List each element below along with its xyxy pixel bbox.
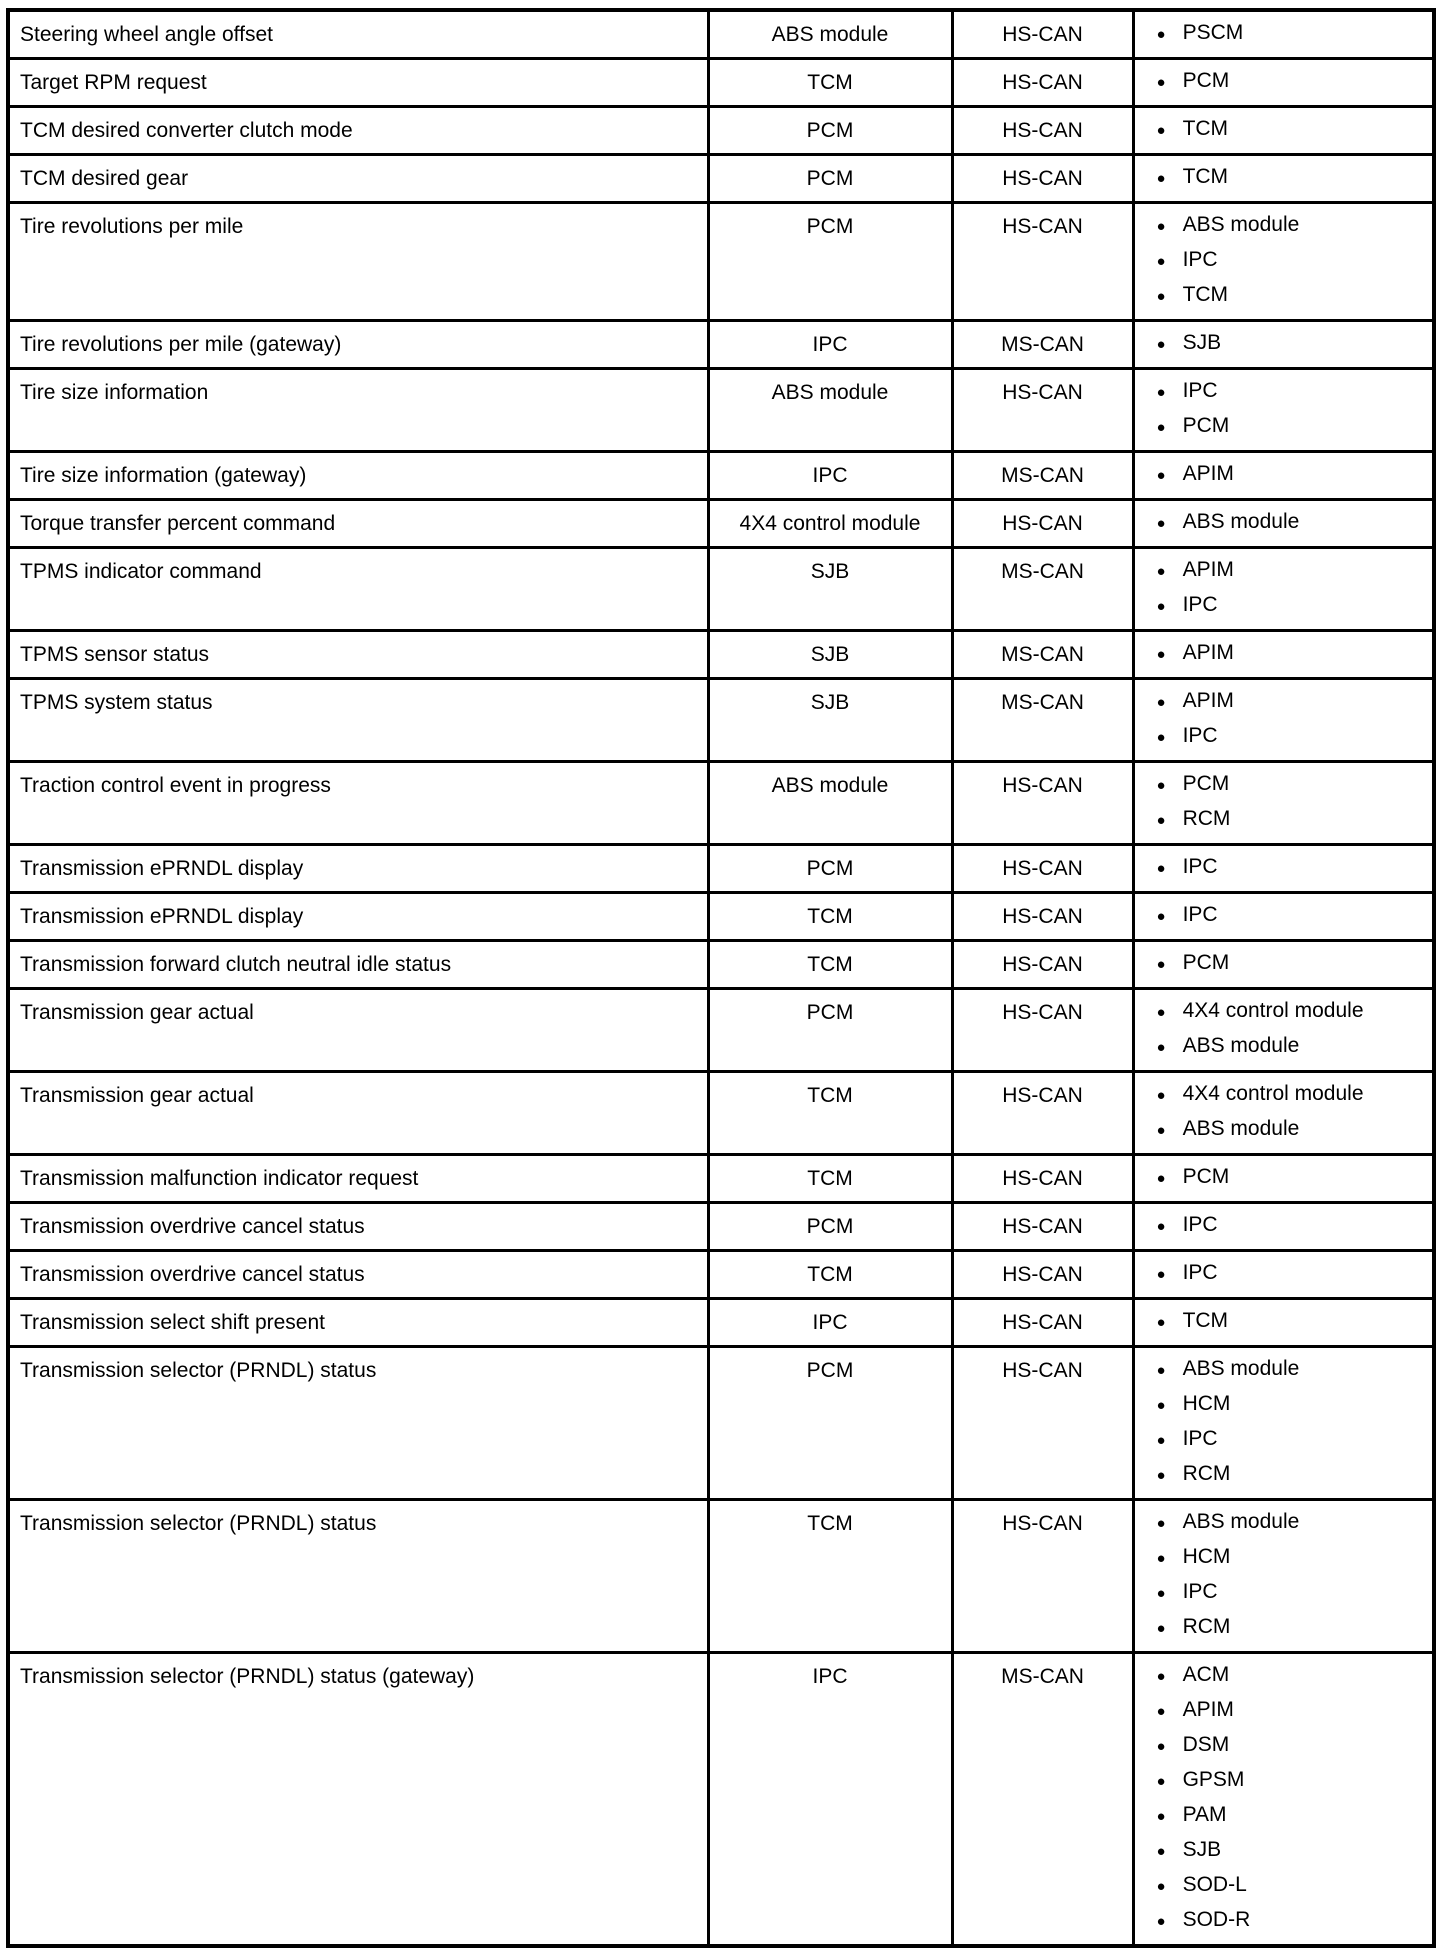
receiver-item [1157,457,1427,492]
bullet-icon: ● [1156,908,1166,925]
table-row [8,941,1434,989]
message-name-cell: Tire revolutions per mile (gateway) [8,321,708,369]
table-row [8,500,1434,548]
bullet-icon: ● [1156,729,1166,746]
message-name-cell: Transmission ePRNDL display [8,893,708,941]
bullet-icon: ● [1156,1738,1166,1755]
receiver-item [1157,1540,1427,1575]
bullet-icon: ● [1156,1087,1166,1104]
message-name-cell: Steering wheel angle offset [8,10,708,59]
receiver-modules-cell [1133,369,1434,452]
bullet-icon: ● [1156,1843,1166,1860]
receiver-item [1157,588,1427,623]
table-row [8,893,1434,941]
message-name-cell: Transmission select shift present [8,1299,708,1347]
network-type-cell: HS-CAN [952,845,1133,893]
receiver-item [1157,1387,1427,1422]
table-row [8,1653,1434,1947]
bullet-icon: ● [1156,467,1166,484]
bullet-icon: ● [1156,1550,1166,1567]
table-row [8,1500,1434,1653]
receiver-item [1157,1903,1427,1938]
network-type-cell: MS-CAN [952,631,1133,679]
receiver-modules-cell [1133,59,1434,107]
receiver-module-label: SOD-R [1182,1908,1251,1931]
sender-module-cell: PCM [708,989,952,1072]
receiver-modules-cell [1133,845,1434,893]
receiver-modules-cell [1133,203,1434,321]
receiver-module-label: 4X4 control module [1182,999,1364,1022]
receiver-item [1157,1457,1427,1492]
receiver-item [1157,1077,1427,1112]
message-name-cell: Transmission malfunction indicator request [8,1155,708,1203]
receiver-item [1157,1868,1427,1903]
receiver-modules-cell [1133,1072,1434,1155]
receiver-item [1157,1798,1427,1833]
sender-module-cell: PCM [708,1347,952,1500]
receiver-list [1157,64,1427,99]
receiver-item [1157,1575,1427,1610]
receiver-item [1157,1610,1427,1645]
bullet-icon: ● [1156,1218,1166,1235]
sender-module-cell: PCM [708,203,952,321]
network-type-cell: HS-CAN [952,941,1133,989]
receiver-item [1157,1505,1427,1540]
receiver-module-label: TCM [1182,1309,1229,1332]
receiver-module-label: PCM [1182,772,1230,795]
network-type-cell: HS-CAN [952,1155,1133,1203]
receiver-list [1157,1160,1427,1195]
table-row [8,679,1434,762]
message-name-cell: Transmission selector (PRNDL) status (gateway) [8,1653,708,1947]
receiver-item [1157,1256,1427,1291]
receiver-item [1157,553,1427,588]
bullet-icon: ● [1156,1515,1166,1532]
sender-module-cell: PCM [708,107,952,155]
table-row [8,1347,1434,1500]
receiver-module-label: IPC [1182,593,1218,616]
receiver-item [1157,1029,1427,1064]
receiver-list [1157,208,1427,313]
receiver-module-label: TCM [1182,117,1229,140]
receiver-list [1157,1077,1427,1147]
receiver-module-label: IPC [1182,1427,1218,1450]
bullet-icon: ● [1156,74,1166,91]
table-row [8,1299,1434,1347]
bullet-icon: ● [1156,1773,1166,1790]
bullet-icon: ● [1156,694,1166,711]
bullet-icon: ● [1156,1039,1166,1056]
network-type-cell: HS-CAN [952,1347,1133,1500]
receiver-modules-cell [1133,1500,1434,1653]
network-type-cell: MS-CAN [952,452,1133,500]
message-name-cell: Transmission selector (PRNDL) status [8,1347,708,1500]
receiver-list [1157,1208,1427,1243]
sender-module-cell: IPC [708,452,952,500]
receiver-item [1157,505,1427,540]
network-type-cell: HS-CAN [952,500,1133,548]
receiver-modules-cell [1133,452,1434,500]
bullet-icon: ● [1156,1266,1166,1283]
receiver-module-label: HCM [1182,1545,1231,1568]
receiver-module-label: PAM [1182,1803,1227,1826]
table-row [8,989,1434,1072]
receiver-item [1157,374,1427,409]
network-type-cell: HS-CAN [952,59,1133,107]
bullet-icon: ● [1156,646,1166,663]
sender-module-cell: TCM [708,59,952,107]
receiver-item [1157,1304,1427,1339]
receiver-list [1157,684,1427,754]
network-type-cell: HS-CAN [952,107,1133,155]
message-name-cell: Tire size information (gateway) [8,452,708,500]
receiver-item [1157,898,1427,933]
receiver-item [1157,1833,1427,1868]
receiver-item [1157,802,1427,837]
receiver-module-label: DSM [1182,1733,1230,1756]
receiver-list [1157,553,1427,623]
table-row [8,631,1434,679]
receiver-module-label: RCM [1182,1615,1231,1638]
receiver-module-label: IPC [1182,1213,1218,1236]
receiver-item [1157,409,1427,444]
table-row [8,369,1434,452]
bullet-icon: ● [1156,1703,1166,1720]
receiver-modules-cell [1133,631,1434,679]
network-type-cell: MS-CAN [952,548,1133,631]
table-row [8,452,1434,500]
bullet-icon: ● [1156,170,1166,187]
message-name-cell: TCM desired gear [8,155,708,203]
sender-module-cell: TCM [708,1251,952,1299]
bullet-icon: ● [1156,1878,1166,1895]
receiver-module-label: RCM [1182,1462,1231,1485]
bullet-icon: ● [1156,419,1166,436]
sender-module-cell: TCM [708,941,952,989]
receiver-module-label: APIM [1182,462,1234,485]
network-type-cell: HS-CAN [952,1500,1133,1653]
receiver-module-label: APIM [1182,641,1234,664]
network-type-cell: HS-CAN [952,155,1133,203]
receiver-item [1157,160,1427,195]
message-name-cell: Transmission gear actual [8,989,708,1072]
receiver-list [1157,994,1427,1064]
sender-module-cell: PCM [708,1203,952,1251]
table-row [8,155,1434,203]
receiver-modules-cell [1133,1251,1434,1299]
table-row [8,762,1434,845]
receiver-module-label: APIM [1182,1698,1234,1721]
bullet-icon: ● [1156,288,1166,305]
receiver-item [1157,1208,1427,1243]
network-type-cell: HS-CAN [952,1203,1133,1251]
bullet-icon: ● [1156,253,1166,270]
sender-module-cell: SJB [708,631,952,679]
receiver-list [1157,1256,1427,1291]
sender-module-cell: TCM [708,1155,952,1203]
network-type-cell: MS-CAN [952,679,1133,762]
network-type-cell: MS-CAN [952,1653,1133,1947]
bullet-icon: ● [1156,1170,1166,1187]
table-row [8,1203,1434,1251]
sender-module-cell: SJB [708,679,952,762]
receiver-list [1157,946,1427,981]
sender-module-cell: IPC [708,1653,952,1947]
sender-module-cell: TCM [708,893,952,941]
table-row [8,10,1434,59]
network-type-cell: HS-CAN [952,1251,1133,1299]
receiver-module-label: ABS module [1182,1510,1300,1533]
receiver-list [1157,457,1427,492]
receiver-module-label: IPC [1182,1580,1218,1603]
bullet-icon: ● [1156,1668,1166,1685]
network-type-cell: MS-CAN [952,321,1133,369]
receiver-item [1157,1658,1427,1693]
receiver-module-label: IPC [1182,1261,1218,1284]
receiver-item [1157,850,1427,885]
message-name-cell: Transmission forward clutch neutral idle status [8,941,708,989]
receiver-list [1157,16,1427,51]
receiver-modules-cell [1133,941,1434,989]
bullet-icon: ● [1156,598,1166,615]
receiver-module-label: ACM [1182,1663,1230,1686]
receiver-module-label: ABS module [1182,1357,1300,1380]
network-type-cell: HS-CAN [952,203,1133,321]
bullet-icon: ● [1156,860,1166,877]
network-type-cell: HS-CAN [952,369,1133,452]
message-name-cell: Tire size information [8,369,708,452]
bullet-icon: ● [1156,1432,1166,1449]
bullet-icon: ● [1156,1585,1166,1602]
receiver-item [1157,994,1427,1029]
bullet-icon: ● [1156,1397,1166,1414]
receiver-module-label: ABS module [1182,1034,1300,1057]
bullet-icon: ● [1156,1362,1166,1379]
bullet-icon: ● [1156,1122,1166,1139]
sender-module-cell: PCM [708,845,952,893]
receiver-list [1157,636,1427,671]
receiver-modules-cell [1133,107,1434,155]
receiver-module-label: ABS module [1182,510,1300,533]
message-name-cell: Transmission gear actual [8,1072,708,1155]
receiver-item [1157,684,1427,719]
bullet-icon: ● [1156,1808,1166,1825]
message-name-cell: TCM desired converter clutch mode [8,107,708,155]
receiver-module-label: SOD-L [1182,1873,1247,1896]
receiver-module-label: 4X4 control module [1182,1082,1364,1105]
bullet-icon: ● [1156,777,1166,794]
receiver-item [1157,946,1427,981]
receiver-modules-cell [1133,321,1434,369]
receiver-item [1157,767,1427,802]
receiver-list [1157,1658,1427,1938]
receiver-module-label: TCM [1182,283,1229,306]
bullet-icon: ● [1156,956,1166,973]
sender-module-cell: SJB [708,548,952,631]
receiver-item [1157,1112,1427,1147]
bullet-icon: ● [1156,384,1166,401]
receiver-modules-cell [1133,10,1434,59]
message-name-cell: TPMS indicator command [8,548,708,631]
receiver-module-label: RCM [1182,807,1231,830]
message-name-cell: Transmission selector (PRNDL) status [8,1500,708,1653]
table-row [8,107,1434,155]
receiver-modules-cell [1133,1299,1434,1347]
receiver-list [1157,898,1427,933]
network-type-cell: HS-CAN [952,762,1133,845]
receiver-module-label: HCM [1182,1392,1231,1415]
receiver-module-label: APIM [1182,558,1234,581]
receiver-modules-cell [1133,1203,1434,1251]
receiver-module-label: IPC [1182,903,1218,926]
sender-module-cell: ABS module [708,369,952,452]
receiver-item [1157,278,1427,313]
receiver-modules-cell [1133,155,1434,203]
receiver-item [1157,1160,1427,1195]
receiver-item [1157,16,1427,51]
receiver-list [1157,1505,1427,1645]
receiver-module-label: PCM [1182,1165,1230,1188]
receiver-list [1157,505,1427,540]
sender-module-cell: TCM [708,1072,952,1155]
sender-module-cell: PCM [708,155,952,203]
receiver-item [1157,1352,1427,1387]
receiver-module-label: ABS module [1182,1117,1300,1140]
table-row [8,1155,1434,1203]
receiver-module-label: IPC [1182,379,1218,402]
receiver-item [1157,1693,1427,1728]
message-name-cell: Transmission overdrive cancel status [8,1203,708,1251]
message-name-cell: Transmission overdrive cancel status [8,1251,708,1299]
bullet-icon: ● [1156,1913,1166,1930]
receiver-module-label: IPC [1182,855,1218,878]
receiver-module-label: IPC [1182,248,1218,271]
message-name-cell: Torque transfer percent command [8,500,708,548]
bullet-icon: ● [1156,122,1166,139]
table-row [8,59,1434,107]
table-row [8,203,1434,321]
network-message-table [6,8,1436,1948]
receiver-list [1157,1352,1427,1492]
sender-module-cell: ABS module [708,10,952,59]
receiver-modules-cell [1133,762,1434,845]
receiver-list [1157,767,1427,837]
receiver-modules-cell [1133,893,1434,941]
table-body [8,10,1434,1946]
receiver-module-label: GPSM [1182,1768,1245,1791]
bullet-icon: ● [1156,26,1166,43]
network-type-cell: HS-CAN [952,1072,1133,1155]
receiver-module-label: TCM [1182,165,1229,188]
receiver-module-label: SJB [1182,331,1222,354]
bullet-icon: ● [1156,1467,1166,1484]
bullet-icon: ● [1156,1004,1166,1021]
receiver-module-label: PCM [1182,414,1230,437]
table-row [8,321,1434,369]
receiver-modules-cell [1133,548,1434,631]
bullet-icon: ● [1156,563,1166,580]
receiver-module-label: ABS module [1182,213,1300,236]
receiver-modules-cell [1133,500,1434,548]
receiver-module-label: PCM [1182,951,1230,974]
receiver-modules-cell [1133,679,1434,762]
receiver-modules-cell [1133,1653,1434,1947]
receiver-list [1157,1304,1427,1339]
receiver-item [1157,636,1427,671]
sender-module-cell: ABS module [708,762,952,845]
receiver-module-label: IPC [1182,724,1218,747]
receiver-module-label: PCM [1182,69,1230,92]
receiver-item [1157,1763,1427,1798]
message-name-cell: Tire revolutions per mile [8,203,708,321]
receiver-module-label: APIM [1182,689,1234,712]
receiver-modules-cell [1133,1155,1434,1203]
message-name-cell: TPMS system status [8,679,708,762]
message-name-cell: Traction control event in progress [8,762,708,845]
receiver-item [1157,1422,1427,1457]
message-name-cell: Target RPM request [8,59,708,107]
bullet-icon: ● [1156,1314,1166,1331]
bullet-icon: ● [1156,812,1166,829]
bullet-icon: ● [1156,218,1166,235]
receiver-list [1157,112,1427,147]
receiver-module-label: PSCM [1182,21,1244,44]
message-name-cell: Transmission ePRNDL display [8,845,708,893]
sender-module-cell: 4X4 control module [708,500,952,548]
network-type-cell: HS-CAN [952,10,1133,59]
receiver-module-label: SJB [1182,1838,1222,1861]
receiver-list [1157,160,1427,195]
message-name-cell: TPMS sensor status [8,631,708,679]
table-row [8,1072,1434,1155]
sender-module-cell: IPC [708,1299,952,1347]
receiver-item [1157,112,1427,147]
bullet-icon: ● [1156,515,1166,532]
receiver-item [1157,719,1427,754]
receiver-modules-cell [1133,1347,1434,1500]
receiver-item [1157,243,1427,278]
table-row [8,1251,1434,1299]
table-row [8,548,1434,631]
receiver-list [1157,850,1427,885]
sender-module-cell: IPC [708,321,952,369]
network-type-cell: HS-CAN [952,1299,1133,1347]
receiver-list [1157,374,1427,444]
bullet-icon: ● [1156,1620,1166,1637]
network-type-cell: HS-CAN [952,989,1133,1072]
table-row [8,845,1434,893]
receiver-item [1157,64,1427,99]
receiver-item [1157,1728,1427,1763]
receiver-modules-cell [1133,989,1434,1072]
receiver-item [1157,326,1427,361]
bullet-icon: ● [1156,336,1166,353]
sender-module-cell: TCM [708,1500,952,1653]
receiver-list [1157,326,1427,361]
receiver-item [1157,208,1427,243]
network-type-cell: HS-CAN [952,893,1133,941]
